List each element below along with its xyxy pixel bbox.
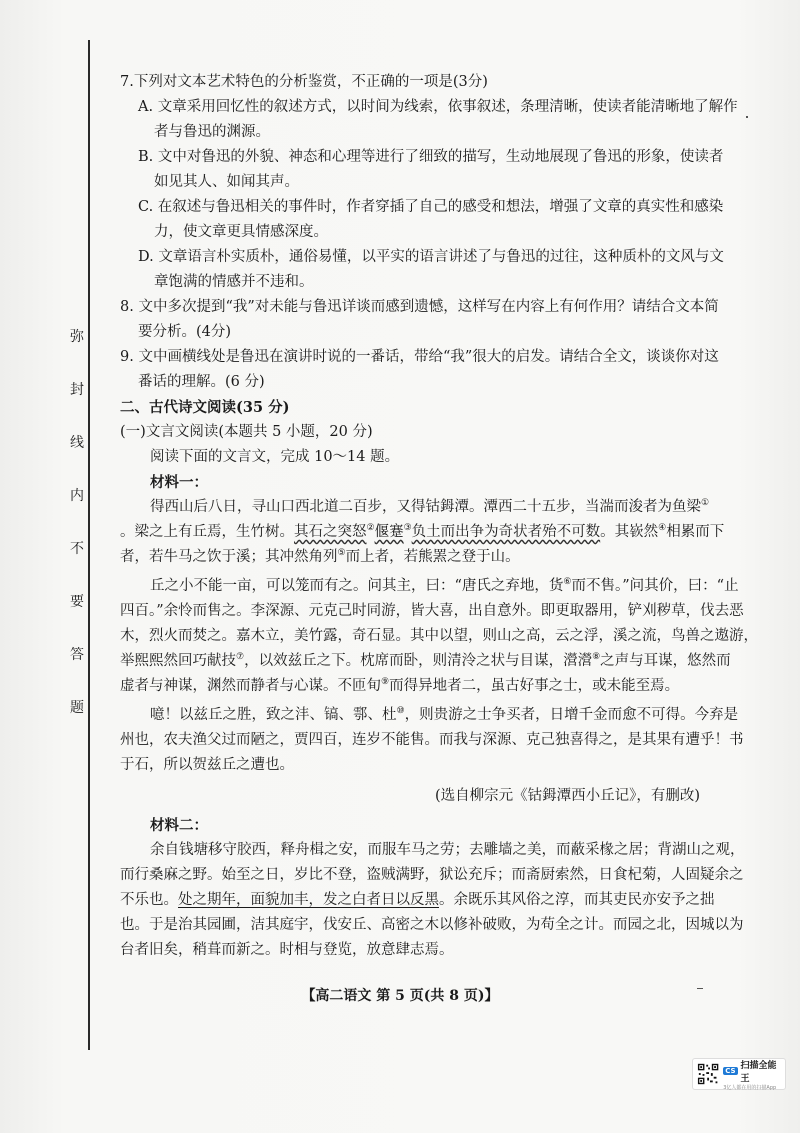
q7-option-c: C. 在叙述与鲁迅相关的事件时，作者穿插了自己的感受和想法，增强了文章的真实性和感染 [138, 199, 724, 215]
passage-text: 不乐也。 [120, 892, 178, 908]
passage-text: 而得异地者二，虽古好事之士，或未能至焉。 [389, 678, 680, 694]
passage-line: 于石，所以贺兹丘之遭也。 [120, 757, 294, 773]
underlined-text: 处之期年，面貌加丰，发之白者日以反黑 [178, 892, 439, 908]
material-2-label: 材料二： [150, 817, 208, 834]
passage-text: 而上者，若熊罴之登于山。 [345, 549, 520, 565]
passage-text: 得西山后八日，寻山口西北道二百步，又得钴鉧潭。潭西二十五步，当湍而浚者为鱼梁 [150, 499, 701, 515]
margin-char: 题 [70, 700, 84, 716]
badge-app-name: 扫描全能王 [740, 1060, 777, 1084]
passage-text: 丘之小不能一亩，可以笼而有之。问其主，曰：“唐氏之弃地，货 [150, 578, 564, 594]
passage-text: 而不售。”问其价，曰：“止 [571, 578, 739, 594]
passage-text: 。余既乐其风俗之淳，而其吏民亦安予之拙 [439, 892, 715, 908]
passage-line [120, 545, 700, 570]
q9-stem: 9. 文中画横线处是鲁迅在演讲时说的一番话，带给“我”很大的启发。请结合全文，谈谈你对这 [120, 349, 719, 365]
scan-speck [746, 116, 748, 118]
passage-text: 。梁之上有丘焉，生竹树。 [120, 524, 294, 540]
passage-text: 。其嵚然 [600, 524, 659, 540]
q7-option-d: D. 文章语言朴实质朴，通俗易懂，以平实的语言讲述了与鲁迅的过往，这种质朴的文风与文 [138, 249, 724, 265]
wavy-underlined-text: 其石之突怒 [294, 524, 367, 540]
passage-text: 之声与耳谋，悠然而 [600, 653, 731, 669]
passage-text: 相累而下 [666, 524, 725, 540]
footnote-mark: ⑦ [236, 652, 245, 663]
passage-line: 余自钱塘移守胶西，释舟楫之安，而服车马之劳；去雕墙之美，而蔽采椽之居；背湖山之观， [150, 842, 745, 858]
binding-margin-line [88, 40, 90, 1050]
camscanner-logo: CS [725, 1066, 736, 1075]
wavy-underlined-text: 负土而出争为奇状者殆不可数 [411, 524, 601, 540]
page-content [120, 70, 758, 963]
passage-line [120, 888, 715, 913]
passage-line: 也。于是治其园圃，洁其庭宇，伐安丘、高密之木以修补破败，为苟全之计。而园之北，因城以为 [120, 917, 744, 933]
q7-option-b-cont: 如见其人、如闻其声。 [154, 174, 299, 190]
binding-margin-warning [66, 330, 88, 754]
footnote-mark: ③ [403, 523, 412, 534]
q7-option-d-cont: 章饱满的情感并不违和。 [154, 274, 314, 290]
footnote-mark: ④ [658, 523, 667, 534]
passage-line [120, 649, 731, 674]
scanner-watermark-badge [692, 1058, 786, 1090]
footnote-mark: ② [366, 523, 375, 534]
badge-text [723, 1058, 781, 1091]
q8-stem: 8. 文中多次提到“我”对未能与鲁迅详谈而感到遗憾，这样写在内容上有何作用？请结合文本简 [120, 299, 719, 315]
passage-line [120, 520, 725, 545]
material-1-label: 材料一： [150, 474, 208, 491]
subsection-heading: (一)文言文阅读(本题共 5 小题，20 分) [120, 424, 373, 440]
margin-char: 不 [70, 541, 84, 557]
q7-option-a: A. 文章采用回忆性的叙述方式，以时间为线索，依事叙述，条理清晰，使读者能清晰地了解作 [138, 99, 738, 115]
badge-tagline: 3亿人都在用的扫描App [723, 1084, 777, 1091]
q7-option-c-cont: 力，使文章更具情感深度。 [154, 224, 328, 240]
badge-title [723, 1058, 781, 1084]
q7-option-a-cont: 者与鲁迅的渊源。 [154, 124, 270, 140]
footnote-mark: ⑤ [337, 548, 346, 559]
passage-text: 者，若牛马之饮于溪；其冲然角列 [120, 549, 338, 565]
margin-char: 答 [70, 647, 84, 663]
section-heading: 二、古代诗文阅读(35 分) [120, 399, 290, 416]
reading-instruction: 阅读下面的文言文，完成 10～14 题。 [150, 449, 400, 465]
passage-line [120, 674, 700, 699]
passage-text: 虚者与神谋，渊然而静者与心谋。不匝旬 [120, 678, 381, 694]
passage-line [120, 495, 710, 520]
margin-char: 封 [70, 382, 84, 398]
passage-text: ，以效兹丘之下。枕席而卧，则清泠之状与目谋，瀯瀯 [244, 653, 593, 669]
footnote-mark: ① [701, 498, 710, 509]
footnote-mark: ⑨ [381, 677, 390, 688]
passage-text: 举熙熙然回巧献技 [120, 653, 236, 669]
passage-line [120, 574, 739, 599]
q9-stem-cont: 番话的理解。(6 分) [138, 374, 265, 390]
passage-text: ，则贵游之士争买者，日增千金而愈不可得。今弃是 [404, 707, 739, 723]
passage-line: 州也，农夫渔父过而陋之，贾四百，连岁不能售。而我与深源、克己独喜得之，是其果有遭乎！书 [120, 732, 744, 748]
passage-line: 木，烈火而焚之。嘉木立，美竹露，奇石显。其中以望，则山之高，云之浮，溪之流，鸟兽之遨游， [120, 628, 758, 644]
q7-stem: 7.下列对文本艺术特色的分析鉴赏，不正确的一项是(3分) [120, 74, 488, 90]
wavy-underlined-text: 偃蹇 [374, 524, 404, 540]
margin-char: 要 [70, 594, 84, 610]
page-footer: 【高二语文 第 5 页(共 8 页)】 [301, 988, 499, 1004]
passage-line: 台者旧矣，稍葺而新之。时相与登览，放意肆志焉。 [120, 942, 454, 958]
passage-line: 四百。”余怜而售之。李深源、元克己时同游，皆大喜，出自意外。即更取器用，铲刈秽草，伐去恶 [120, 603, 744, 619]
passage-text: 噫！以兹丘之胜，致之沣、镐、鄠、杜 [150, 707, 397, 723]
margin-char: 线 [70, 435, 84, 451]
footnote-mark: ⑥ [563, 577, 572, 588]
margin-char: 弥 [70, 329, 84, 345]
source-citation: (选自柳宗元《钴鉧潭西小丘记》，有删改) [434, 788, 700, 804]
scan-mark [697, 988, 703, 989]
margin-char: 内 [70, 488, 84, 504]
qr-code-icon [697, 1062, 719, 1086]
q8-stem-cont: 要分析。(4分) [138, 324, 232, 340]
footnote-mark: ⑧ [592, 652, 601, 663]
footnote-mark: ⑩ [396, 706, 405, 717]
q7-option-b: B. 文中对鲁迅的外貌、神态和心理等进行了细致的描写，生动地展现了鲁迅的形象，使读者 [138, 149, 724, 165]
passage-line [120, 703, 739, 728]
passage-line: 而行桑麻之野。始至之日，岁比不登，盗贼满野，狱讼充斥；而斋厨索然，日食杞菊，人固疑余之 [120, 867, 744, 883]
